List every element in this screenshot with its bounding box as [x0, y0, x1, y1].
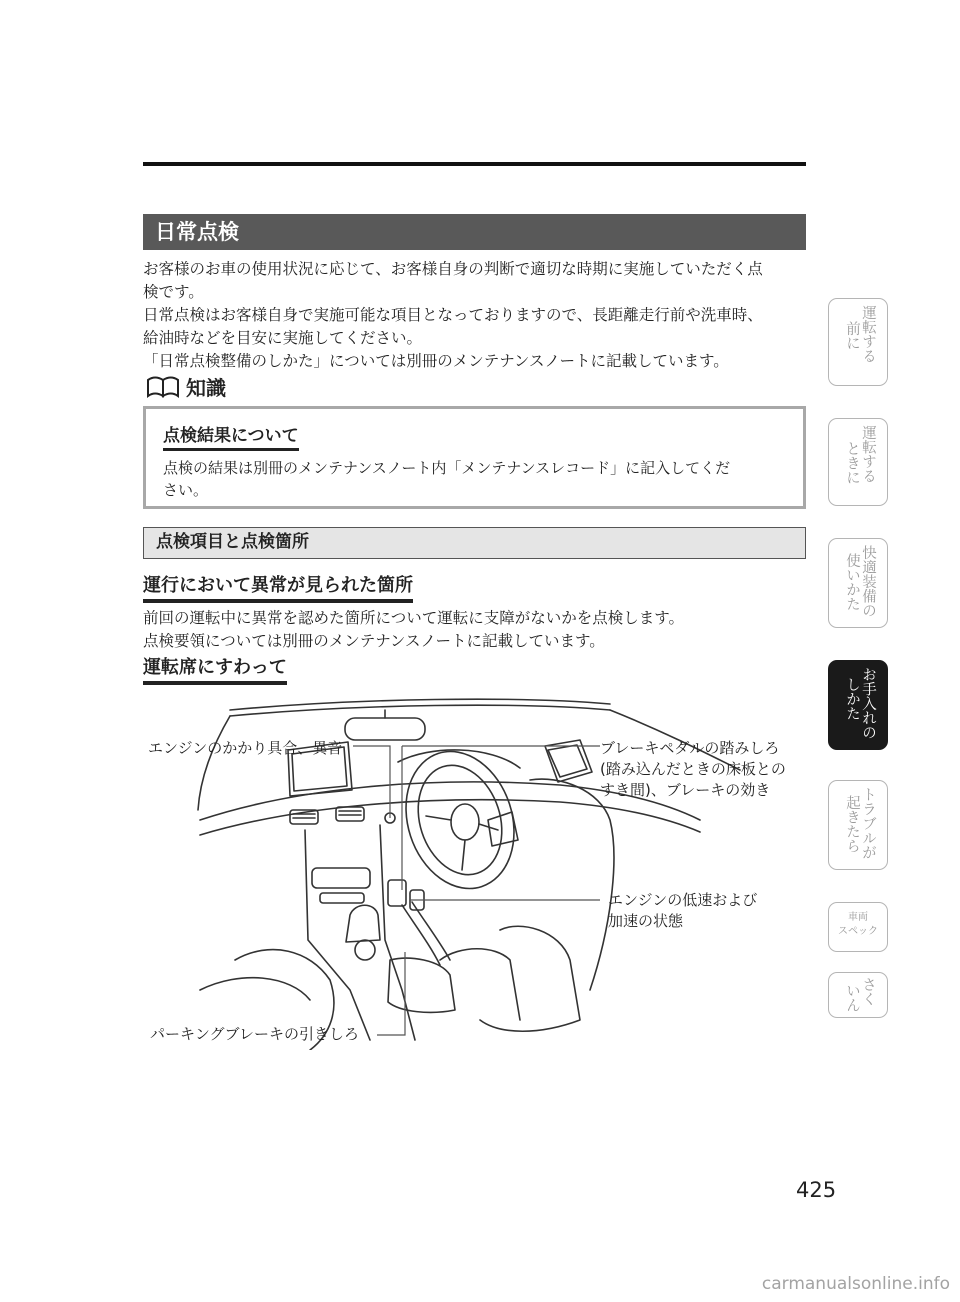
section-title: 日常点検 — [143, 214, 806, 250]
callout-line: エンジンの低速および — [608, 891, 758, 909]
tab-label: お手入れの — [860, 667, 876, 740]
tab-label: 前に — [844, 321, 860, 350]
tab-label: いん — [844, 983, 860, 1012]
tab-label: スペック — [838, 926, 878, 937]
intro-line: 「日常点検整備のしかた」については別冊のメンテナンスノートに記載しています。 — [143, 352, 729, 370]
knowledge-line: 点検の結果は別冊のメンテナンスノート内「メンテナンスレコード」に記入してくだ — [163, 459, 731, 477]
subsection-title: 点検項目と点検箇所 — [143, 527, 806, 559]
intro-line: 給油時などを目安に実施してください。 — [143, 329, 423, 347]
callout-engine-start: エンジンのかかり具合、異音 — [148, 739, 343, 757]
tab-label: 快適装備の — [860, 545, 876, 618]
book-icon — [146, 374, 180, 398]
tab-label: 車両 — [848, 912, 868, 923]
tab-label: 起きたら — [844, 795, 860, 853]
tab-comfort-equipment[interactable] — [828, 538, 888, 628]
tab-before-driving[interactable] — [828, 298, 888, 386]
page-number: 425 — [796, 1178, 837, 1202]
abnormal-line: 前回の運転中に異常を認めた箇所について運転に支障がないかを点検します。 — [143, 609, 684, 627]
callout-line: すき間)、ブレーキの効き — [600, 781, 771, 799]
intro-line: 日常点検はお客様自身で実施可能な項目となっておりますので、長距離走行前や洗車時、 — [143, 306, 763, 324]
abnormal-paragraph — [143, 607, 811, 653]
knowledge-heading — [146, 372, 226, 400]
tab-label: ときに — [844, 441, 860, 485]
knowledge-box-body — [163, 457, 791, 501]
tab-index[interactable] — [828, 972, 888, 1018]
tab-label: しかた — [844, 677, 860, 721]
watermark: carmanualsonline.info — [761, 1274, 950, 1294]
top-rule — [143, 162, 806, 166]
intro-line: お客様のお車の使用状況に応じて、お客様自身の判断で適切な時期に実施していただく点 — [143, 260, 763, 278]
tab-label: 運転する — [860, 425, 876, 483]
seated-heading: 運転席にすわって — [143, 656, 287, 685]
knowledge-title: 知識 — [186, 375, 226, 400]
knowledge-box-title: 点検結果について — [163, 425, 299, 451]
tab-label: 運転する — [860, 305, 876, 363]
callout-parking-brake: パーキングブレーキの引きしろ — [150, 1025, 359, 1043]
tab-vehicle-specs[interactable] — [828, 902, 888, 952]
knowledge-box — [143, 406, 806, 509]
knowledge-line: さい。 — [163, 481, 209, 499]
tab-maintenance[interactable] — [828, 660, 888, 750]
tab-label: さく — [860, 977, 876, 1006]
tab-when-driving[interactable] — [828, 418, 888, 506]
abnormal-heading: 運行において異常が見られた箇所 — [143, 574, 413, 603]
abnormal-line: 点検要領については別冊のメンテナンスノートに記載しています。 — [143, 632, 605, 650]
callout-engine-idle — [608, 890, 757, 932]
tab-label: トラブルが — [860, 787, 876, 860]
callout-line: ブレーキペダルの踏みしろ — [600, 739, 780, 757]
callout-line: (踏み込んだときの床板との — [600, 760, 786, 778]
tab-label: 使いかた — [844, 553, 860, 611]
callout-brake-pedal — [600, 738, 786, 801]
intro-paragraph — [143, 258, 811, 373]
callout-line: 加速の状態 — [608, 912, 684, 930]
tab-troubleshooting[interactable] — [828, 780, 888, 870]
intro-line: 検です。 — [143, 283, 204, 301]
